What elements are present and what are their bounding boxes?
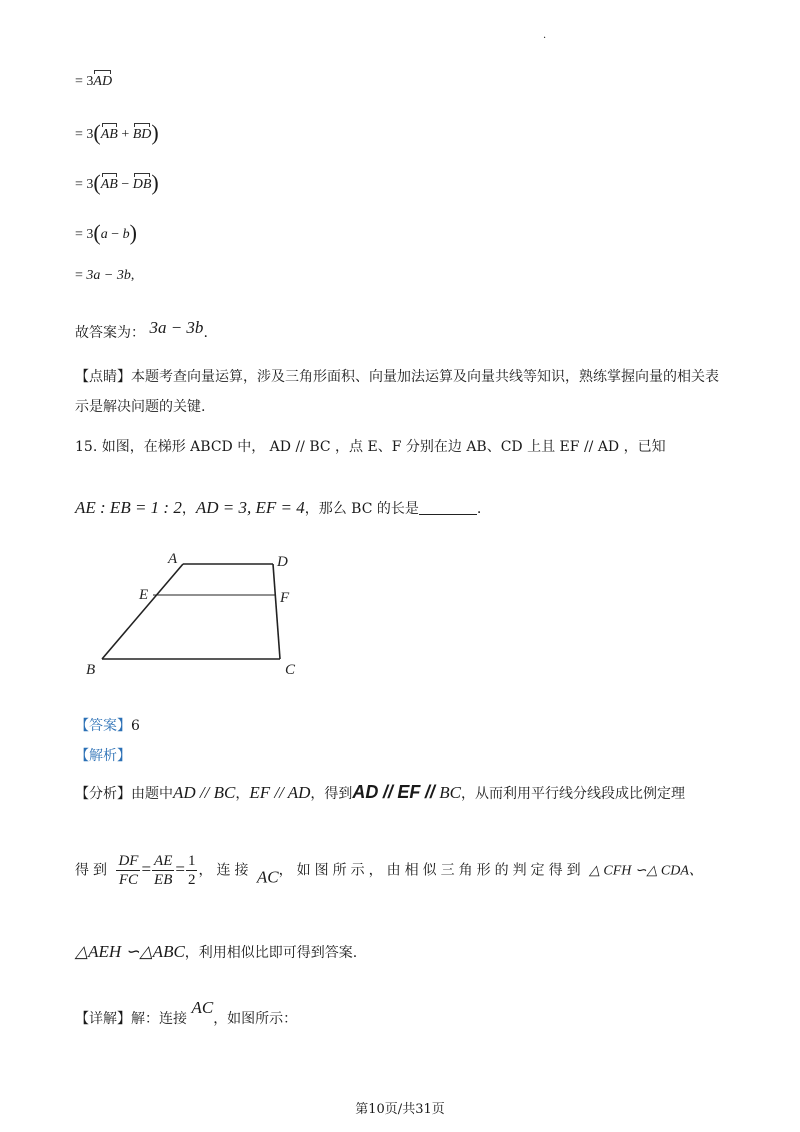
derivation-line-3: = 3(AB − DB) xyxy=(75,170,159,195)
label-c: C xyxy=(285,662,296,678)
trapezoid-outline xyxy=(102,564,280,659)
fenxi-line-2: 得到 $\frac{DF}{FC}$ = $\frac{AE}{EB}$ = $\frac{1}{2}$ ，连接 AC，如图所示，由相似三角形的判定得到 △ CFH ∽△ CDA、 xyxy=(75,853,703,888)
label-e: E xyxy=(139,587,149,603)
page-number: 第10页/共31页 xyxy=(355,1102,445,1117)
question-15-line-2: AE : EB = 1 : 2，AD = 3, EF = 4，那么 BC 的长是 . xyxy=(75,498,482,517)
answer-blank xyxy=(419,500,477,515)
fraction-df-fc: $\frac{DF}{FC}$ xyxy=(118,853,139,888)
label-f: F xyxy=(280,590,290,606)
derivation-line-1: = 3AD xyxy=(75,74,113,89)
fenxi-line-1: 【分析】由题中AD // BC，EF // AD，得到AD // EF // BC，从而利用平行线分线段成比例定理 xyxy=(75,782,686,802)
fraction-one-half: $\frac{1}{2}$ xyxy=(187,853,196,888)
answer-line: 【答案】6 xyxy=(75,718,140,734)
segment-ba xyxy=(102,564,183,659)
vector-bd: BD xyxy=(132,127,152,142)
vector-ad: AD xyxy=(93,74,113,89)
fenxi-line-3: △AEH ∽△ABC，利用相似比即可得到答案. xyxy=(75,942,358,961)
derivation-line-4: = 3(a − b) xyxy=(75,220,137,245)
answer-statement: 故答案为： 3a − 3b. xyxy=(75,318,208,341)
dianjing-line-2: 示是解决问题的关键. xyxy=(75,399,206,415)
fraction-ae-eb: $\frac{AE}{EB}$ xyxy=(154,853,173,888)
derivation-line-2: = 3(AB + BD) xyxy=(75,120,159,145)
jiexi-tag: 【解析】 xyxy=(75,748,131,764)
vector-db: DB xyxy=(132,177,152,192)
vector-ab: AB xyxy=(100,177,118,192)
vector-ab: AB xyxy=(100,127,118,142)
trapezoid-figure xyxy=(80,548,320,683)
question-15-line-1: 15. 如图，在梯形 ABCD 中， AD // BC ，点 E、F 分别在边 AB、CD 上且 EF // AD ，已知 xyxy=(75,439,666,455)
dianjing-line-1: 【点睛】本题考查向量运算，涉及三角形面积、向量加法运算及向量共线等知识，熟练掌握向量的相关表 xyxy=(75,369,719,385)
header-mark: . xyxy=(543,30,547,41)
label-a: A xyxy=(168,551,178,567)
segment-dc xyxy=(273,564,280,659)
xiangjie-line: 【详解】解：连接 AC，如图所示： xyxy=(75,998,298,1027)
label-d: D xyxy=(277,554,288,570)
label-b: B xyxy=(86,662,96,678)
derivation-line-5: = 3a − 3b, xyxy=(75,268,135,283)
